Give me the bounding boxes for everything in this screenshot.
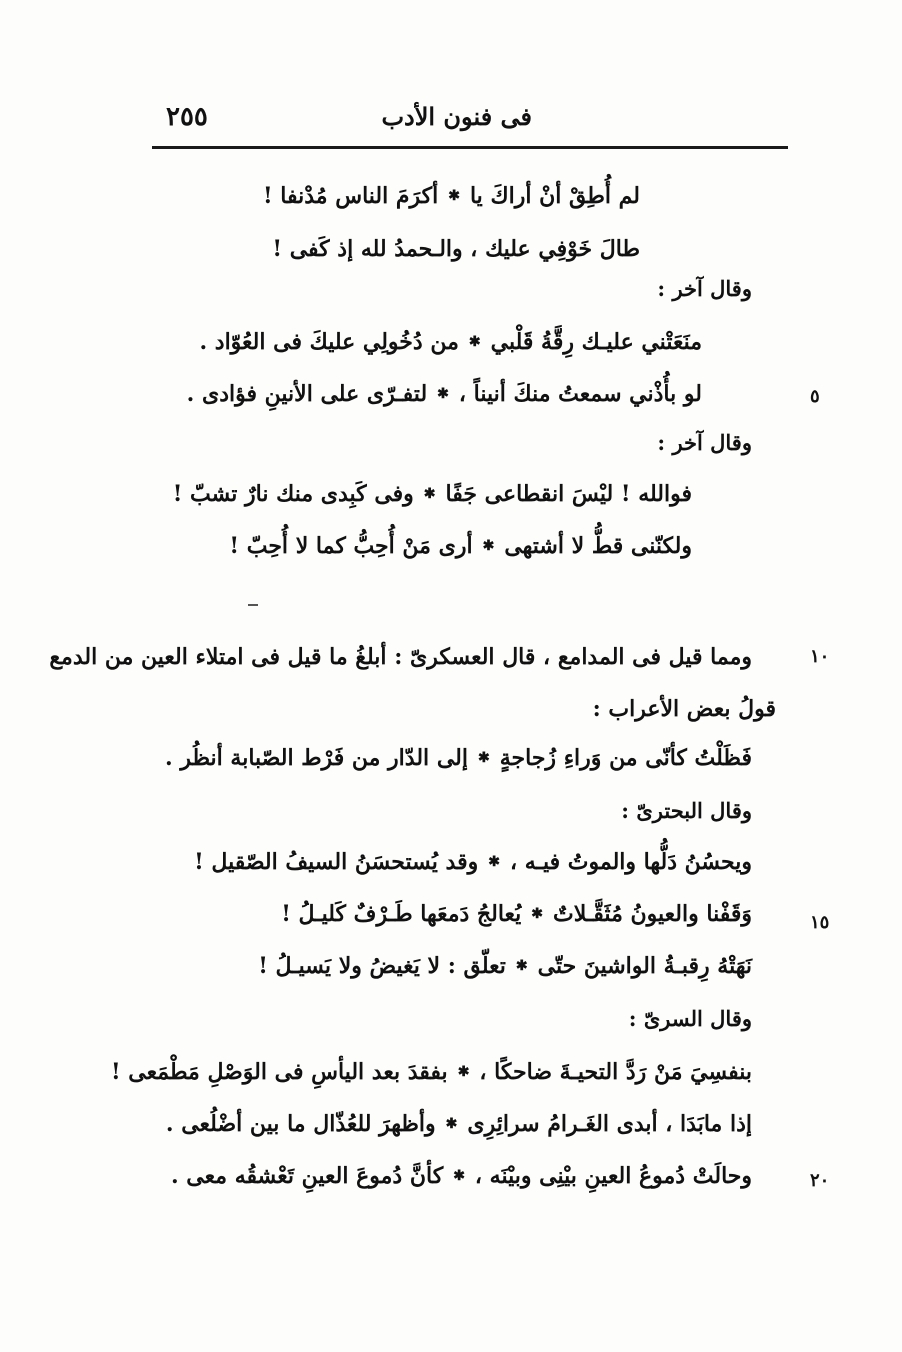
verse-second-hemistich: تعلّق : لا يَغيضُ ولا يَسيـلُ ! [258, 953, 506, 979]
verse-second-hemistich: وفى كَبِدى منك نارٌ تشبّ ! [172, 481, 414, 507]
verse-line [171, 1160, 752, 1192]
verse-second-hemistich: وقد يُستحسَنُ السيفُ الصّقيل ! [194, 849, 479, 875]
section-dash [248, 604, 258, 606]
page-number: ٢٥٥ [166, 102, 208, 132]
verse-line [194, 846, 752, 878]
verse-line [111, 1056, 752, 1088]
page-header [152, 100, 788, 140]
verse-first-hemistich: ولكنّنى قطُّ لا أشتهى [504, 533, 692, 559]
verse-separator-star: ✱ [448, 188, 460, 204]
poet-intro: وقال السرىّ : [628, 1006, 752, 1031]
verse-first-hemistich: فَظَلْتُ كأنّى من وَراءِ زُجاجةٍ [499, 745, 752, 771]
verse-line [173, 478, 692, 510]
text-line: طالَ خَوْفِي عليك ، والـحمدُ لله إذ كَفى ! [272, 236, 640, 262]
verse-first-hemistich: وَقَفْنا والعيونُ مُثَقَّـلاتٌ [553, 901, 752, 927]
verse-separator-star: ✱ [477, 750, 490, 766]
verse-first-hemistich: نَهَتْهُ رِقبـةُ الواشينَ حتّى [537, 953, 752, 979]
verse-separator-star: ✱ [468, 334, 481, 350]
verse-first-hemistich: إذا مابَدَا ، أبدى الغَـرامُ سرائِرِى [467, 1111, 752, 1137]
verse-separator-star: ✱ [457, 1064, 470, 1080]
verse-line [199, 326, 702, 358]
poet-intro: وقال آخر : [657, 430, 752, 455]
margin-line-number-10: ١٠ [810, 646, 830, 667]
verse-line [229, 530, 692, 562]
verse-first-hemistich: منَعَتْني عليـك رِقَّةُ قَلْبي [490, 329, 702, 355]
verse-line [281, 898, 752, 930]
prose-line: قولُ بعض الأعراب : [592, 696, 776, 722]
verse-first-hemistich: بنفسِيَ مَنْ رَدَّ التحيـةَ ضاحكًا ، [479, 1059, 752, 1085]
verse-first-hemistich: ويحسُنُ دَلُّها والموتُ فيـه ، [509, 849, 752, 875]
margin-line-number-15: ١٥ [810, 912, 830, 933]
verse-separator-star: ✱ [482, 538, 495, 554]
poet-intro: وقال آخر : [657, 276, 752, 301]
verse-line [166, 1108, 752, 1140]
verse-first-hemistich: وحالَتْ دُموعُ العينِ بيْنِى وبيْنَه ، [474, 1163, 752, 1189]
prose-line: ومما قيل فى المدامع ، قال العسكرىّ : أبلغُ ما قيل فى امتلاء العين من الدمع [49, 644, 752, 670]
verse-second-hemistich: إلى الدّار من فَرْط الصّبابة أنظُر . [165, 745, 468, 771]
verse-separator-star: ✱ [488, 854, 500, 870]
poet-intro: وقال البحترىّ : [621, 798, 752, 823]
header-rule [152, 146, 788, 149]
verse-second-hemistich: يُعالجُ دَمعَها طَـرْفٌ كَليـلُ ! [281, 901, 522, 927]
verse-line [263, 180, 640, 212]
verse-separator-star: ✱ [445, 1116, 458, 1132]
verse-second-hemistich: وأظهرَ للعُذّال ما بين أضْلُعى . [165, 1111, 436, 1137]
verse-separator-star: ✱ [437, 386, 449, 402]
verse-separator-star: ✱ [423, 486, 436, 502]
verse-line [258, 950, 752, 982]
verse-first-hemistich: لم أُطِقْ أنْ أراكَ يا [469, 183, 640, 209]
margin-line-number-5: ٥ [810, 386, 820, 407]
margin-line-number-20: ٢٠ [810, 1170, 830, 1191]
verse-line [187, 378, 702, 410]
verse-second-hemistich: كأنَّ دُموعَ العينِ تَعْشقُه معى . [170, 1163, 444, 1189]
verse-first-hemistich: لو بأُذْني سمعتُ منكَ أنيناً ، [458, 381, 702, 407]
verse-second-hemistich: أرى مَنْ أُحِبُّ كما لا أُحِبّ ! [229, 533, 473, 559]
verse-second-hemistich: بفقدَ بعد اليأسِ فى الوَصْلِ مَطْمَعى ! [110, 1059, 448, 1085]
verse-first-hemistich: فوالله ! ليْسَ انقطاعى جَفًا [445, 481, 692, 507]
verse-second-hemistich: من دُخُولِي عليكَ فى العُوّاد . [199, 329, 459, 355]
verse-separator-star: ✱ [453, 1168, 465, 1184]
verse-line [165, 742, 752, 774]
running-title: فى فنون الأدب [381, 102, 532, 131]
verse-separator-star: ✱ [515, 958, 528, 974]
verse-second-hemistich: لتفـرّى على الأنينِ فؤادى . [186, 381, 428, 407]
verse-separator-star: ✱ [531, 906, 544, 922]
verse-second-hemistich: أكرَمَ الناس مُدْنفا ! [262, 183, 439, 209]
